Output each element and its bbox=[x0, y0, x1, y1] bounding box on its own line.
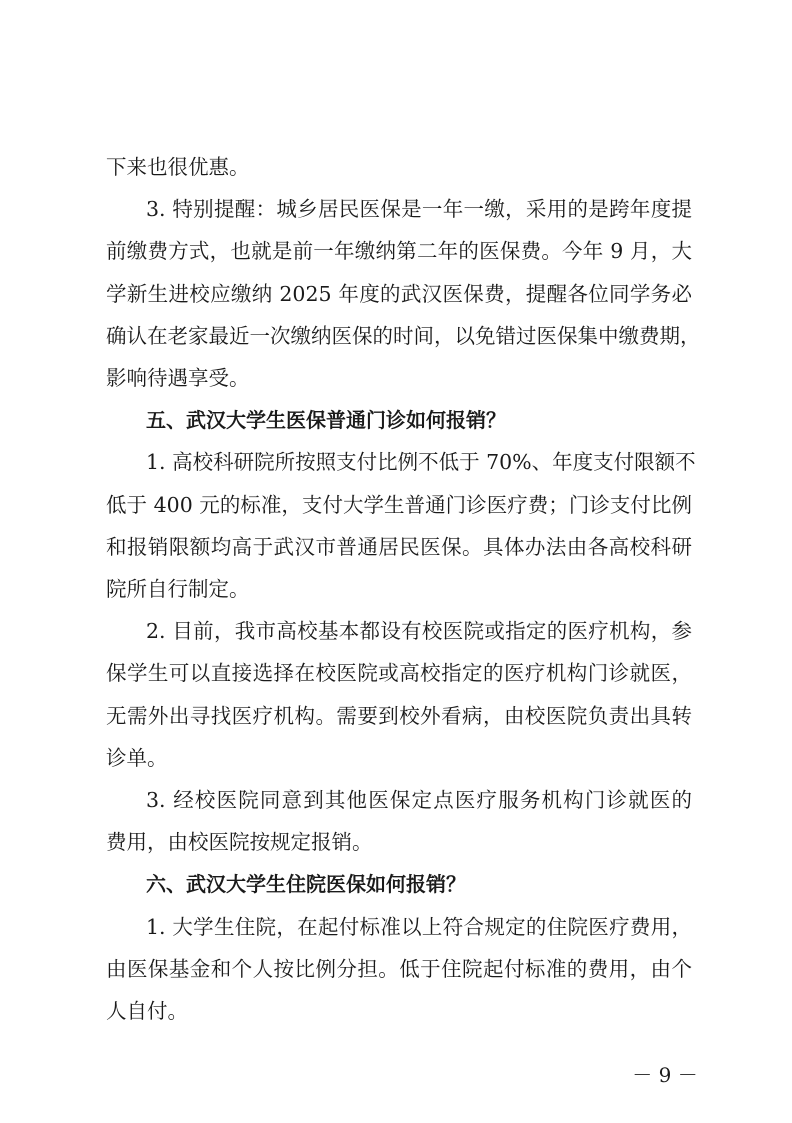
text-line: 由医保基金和个人按比例分担。低于住院起付标准的费用，由个 bbox=[106, 956, 692, 981]
text-line: 人自付。 bbox=[106, 999, 188, 1023]
text-line: 无需外出寻找医疗机构。需要到校外看病，由校医院负责出具转 bbox=[106, 703, 692, 728]
text-line: 确认在老家最近一次缴纳医保的时间，以免错过医保集中缴费期， bbox=[106, 323, 701, 348]
text-line: 费用，由校医院按规定报销。 bbox=[106, 830, 373, 855]
text-line: 学新生进校应缴纳 2025 年度的武汉医保费，提醒各位同学务必 bbox=[106, 281, 692, 306]
section-heading: 六、武汉大学生住院医保如何报销？ bbox=[146, 872, 466, 897]
text-line: 和报销限额均高于武汉市普通居民医保。具体办法由各高校科研 bbox=[106, 534, 692, 559]
text-line: 院所自行制定。 bbox=[106, 577, 250, 601]
text-line: 低于 400 元的标准，支付大学生普通门诊医疗费；门诊支付比例 bbox=[106, 492, 692, 517]
text-line: 前缴费方式，也就是前一年缴纳第二年的医保费。今年 9 月，大 bbox=[106, 239, 692, 264]
text-line: 1. 高校科研院所按照支付比例不低于 70%、年度支付限额不 bbox=[146, 450, 696, 475]
text-line: 诊单。 bbox=[106, 745, 168, 770]
text-line: 下来也很优惠。 bbox=[106, 155, 250, 179]
text-line: 影响待遇享受。 bbox=[106, 366, 250, 390]
text-line: 3. 经校医院同意到其他医保定点医疗服务机构门诊就医的 bbox=[146, 788, 692, 812]
page-number: － 9 － bbox=[632, 1063, 698, 1087]
text-line: 3. 特别提醒：城乡居民医保是一年一缴，采用的是跨年度提 bbox=[146, 197, 692, 222]
text-line: 保学生可以直接选择在校医院或高校指定的医疗机构门诊就医， bbox=[106, 661, 692, 686]
text-line: 2. 目前，我市高校基本都设有校医院或指定的医疗机构，参 bbox=[146, 619, 692, 644]
section-heading: 五、武汉大学生医保普通门诊如何报销？ bbox=[146, 408, 506, 433]
text-line: 1. 大学生住院，在起付标准以上符合规定的住院医疗费用， bbox=[146, 914, 692, 939]
